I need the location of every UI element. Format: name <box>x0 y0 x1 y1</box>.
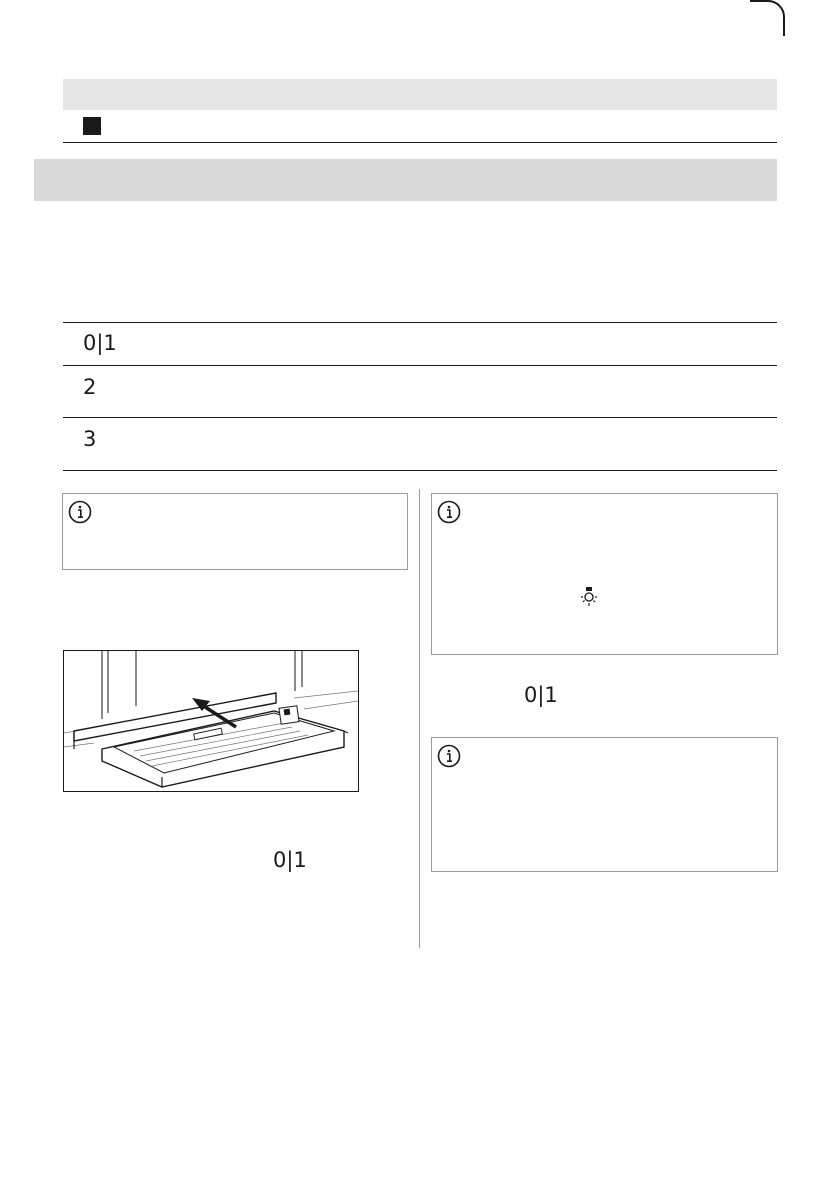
section-title-band <box>34 159 777 201</box>
page-corner-mark <box>750 0 786 36</box>
section-heading-row <box>63 111 777 143</box>
info-box <box>62 493 408 570</box>
column-divider <box>419 489 420 948</box>
on-off-symbol-inline: 0|1 <box>524 683 558 707</box>
hood-illustration <box>63 650 359 792</box>
range-hood-drawing <box>64 651 358 791</box>
on-off-symbol-inline: 0|1 <box>273 848 307 872</box>
info-icon <box>437 500 461 524</box>
light-bulb-icon <box>578 586 600 608</box>
speed-3-symbol: 3 <box>83 427 97 451</box>
info-box <box>431 493 778 655</box>
speed-2-symbol: 2 <box>83 375 97 399</box>
on-off-symbol: 0|1 <box>83 331 117 355</box>
square-bullet-icon <box>83 117 101 135</box>
info-box <box>431 737 778 872</box>
control-symbol-table <box>63 322 777 471</box>
header-band <box>63 79 777 110</box>
table-divider <box>63 365 777 366</box>
table-divider <box>63 417 777 418</box>
info-icon <box>68 500 92 524</box>
info-icon <box>437 744 461 768</box>
